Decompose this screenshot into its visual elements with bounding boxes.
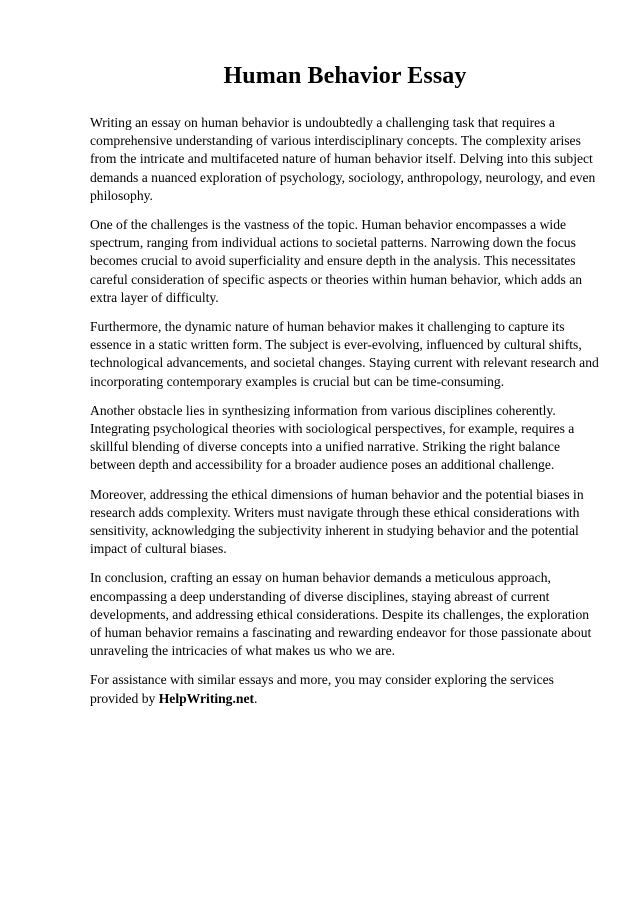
paragraph-conclusion: In conclusion, crafting an essay on human behavior demands a meticulous approach, encompassing a deep understanding of diverse disciplines, staying abreast of current developments, and addressing ethical considerations. Despite its challenges, the exploration of human behavior remains a fascinating and rewarding endeavor for those passionate about unraveling the intricacies of what makes us who we are. (90, 570, 592, 659)
paragraph-ethics: Moreover, addressing the ethical dimensions of human behavior and the potential biases in research adds complexity. Writers must navigate through these ethical considerations with sensitivity, acknowledging the subjectivity inherent in studying behavior and the potential impact of cultural biases. (90, 486, 584, 557)
document-page (90, 60, 600, 708)
paragraph-synthesis: Another obstacle lies in synthesizing information from various disciplines coherently. Integrating psychological theories with sociological perspectives, for example, requires a skillful blending of diverse concepts into a unified narrative. Striking the right balance between depth and accessibility for a broader audience poses an additional challenge. (90, 402, 575, 473)
helpwriting-link[interactable]: HelpWriting.net (158, 690, 255, 706)
paragraph-dynamic-nature: Furthermore, the dynamic nature of human behavior makes it challenging to capture its essence in a static written form. The subject is ever-evolving, influenced by cultural shifts, technological advancements, and societal changes. Staying current with relevant research and incorporating contemporary examples is crucial but can be time-consuming. (90, 319, 599, 389)
document-title: Human Behavior Essay (223, 63, 467, 89)
closing-text: For assistance with similar essays and more, you may consider exploring the services provided by (90, 672, 554, 706)
paragraph-intro: Writing an essay on human behavior is undoubtedly a challenging task that requires a comprehensive understanding of various interdisciplinary concepts. The complexity arises from the intricate and multifaceted nature of human behavior itself. Delving into this subject demands a nuanced exploration of psychology, sociology, anthropology, neurology, and even philosophy. (90, 115, 596, 203)
paragraph-vastness: One of the challenges is the vastness of the topic. Human behavior encompasses a wide spectrum, ranging from individual actions to societal patterns. Narrowing down the focus becomes crucial to avoid superficiality and ensure depth in the analysis. This necessitates careful consideration of specific aspects or theories within human behavior, which adds an extra layer of difficulty. (90, 217, 583, 305)
closing-suffix: . (254, 690, 258, 706)
paragraph-closing (90, 671, 600, 707)
